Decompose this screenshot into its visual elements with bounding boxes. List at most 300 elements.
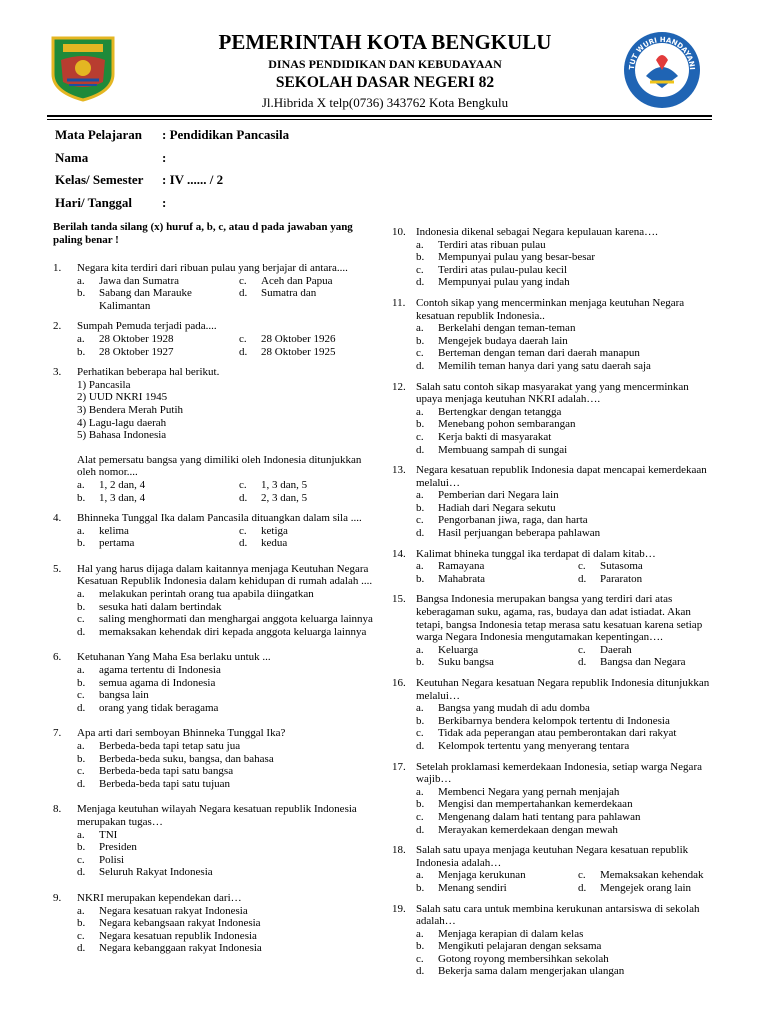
option-letter: a. bbox=[416, 702, 424, 715]
info-class bbox=[55, 172, 223, 188]
question-item bbox=[392, 226, 717, 289]
answer-option bbox=[416, 644, 578, 657]
question-item bbox=[392, 677, 717, 753]
option-text: Seluruh Rakyat Indonesia bbox=[99, 866, 213, 879]
answer-option bbox=[416, 444, 717, 457]
question-item bbox=[53, 563, 373, 639]
info-subject bbox=[55, 127, 289, 143]
question-number: 2. bbox=[53, 320, 62, 333]
option-letter: d. bbox=[416, 276, 425, 289]
answer-option bbox=[77, 753, 373, 766]
question-column-right bbox=[392, 226, 717, 986]
option-text: Suku bangsa bbox=[438, 656, 494, 669]
question-number: 19. bbox=[392, 902, 406, 915]
option-letter: d. bbox=[239, 287, 248, 300]
question-text: Salah satu upaya menjaga keutuhan Negara kesatuan republik Indonesia adalah… bbox=[416, 844, 689, 869]
answer-option bbox=[578, 644, 717, 657]
answer-options bbox=[416, 239, 717, 289]
option-text: Mengenang dalam hati tentang para pahlawan bbox=[438, 810, 641, 823]
question-item bbox=[53, 727, 373, 790]
question-item bbox=[392, 548, 717, 586]
option-text: Memilih teman hanya dari yang satu daerah saja bbox=[438, 359, 651, 372]
answer-option bbox=[77, 275, 239, 288]
question-column-left bbox=[53, 262, 373, 968]
info-name bbox=[55, 150, 166, 166]
option-letter: b. bbox=[416, 572, 425, 585]
option-text: Mengikuti pelajaran dengan seksama bbox=[438, 940, 602, 953]
answer-option bbox=[416, 656, 578, 669]
logo-motto-text: TUT WURI HANDAYANI bbox=[627, 35, 697, 71]
question-item bbox=[53, 262, 373, 312]
answer-options bbox=[416, 322, 717, 372]
answer-options bbox=[77, 664, 373, 714]
option-letter: b. bbox=[77, 345, 86, 358]
header-title: PEMERINTAH KOTA BENGKULU bbox=[218, 30, 552, 54]
answer-option bbox=[77, 626, 373, 639]
option-text: Mahabrata bbox=[438, 572, 486, 585]
question-item bbox=[53, 320, 373, 358]
option-letter: c. bbox=[416, 430, 424, 443]
option-text: Sumatra dan bbox=[261, 287, 317, 300]
answer-option bbox=[77, 664, 373, 677]
option-letter: c. bbox=[239, 332, 247, 345]
question-text: Menjaga keutuhan wilayah Negara kesatuan republik Indonesia merupakan tugas… bbox=[77, 803, 357, 828]
option-text: Jawa dan Sumatra bbox=[99, 274, 180, 287]
answer-options bbox=[77, 588, 373, 638]
subject-label: Mata Pelajaran bbox=[55, 127, 143, 142]
option-text: sesuka hati dalam bertindak bbox=[99, 600, 222, 613]
option-letter: d. bbox=[239, 491, 248, 504]
option-letter: d. bbox=[578, 881, 587, 894]
option-letter: d. bbox=[416, 739, 425, 752]
answer-option bbox=[416, 798, 717, 811]
answer-option bbox=[77, 346, 239, 359]
option-letter: d. bbox=[578, 656, 587, 669]
answer-options bbox=[416, 869, 717, 894]
answer-options bbox=[416, 560, 717, 585]
question-number: 15. bbox=[392, 593, 406, 606]
option-letter: b. bbox=[416, 798, 425, 811]
question-number: 16. bbox=[392, 677, 406, 689]
option-text: Memaksakan kehendak bbox=[600, 869, 704, 882]
question-number: 13. bbox=[392, 464, 406, 477]
answer-options bbox=[416, 702, 717, 752]
answer-option bbox=[77, 702, 373, 715]
option-letter: b. bbox=[416, 334, 425, 347]
answer-option bbox=[239, 287, 373, 312]
answer-option bbox=[416, 347, 717, 360]
date-value: : bbox=[162, 195, 167, 210]
answer-option bbox=[416, 573, 578, 586]
answer-option bbox=[416, 239, 717, 252]
option-text: agama tertentu di Indonesia bbox=[99, 664, 221, 677]
question-number: 14. bbox=[392, 547, 406, 560]
option-letter: a. bbox=[416, 927, 424, 940]
question-number: 18. bbox=[392, 844, 406, 857]
answer-option bbox=[416, 502, 717, 515]
option-text: Bangsa yang mudah di adu domba bbox=[438, 702, 590, 715]
option-letter: a. bbox=[416, 238, 424, 251]
question-spacer bbox=[77, 442, 373, 454]
answer-option bbox=[416, 360, 717, 373]
question-item bbox=[392, 381, 717, 457]
option-letter: c. bbox=[416, 514, 424, 527]
answer-option bbox=[77, 917, 373, 930]
option-letter: a. bbox=[77, 332, 85, 345]
option-text: Keluarga bbox=[438, 643, 479, 656]
option-letter: a. bbox=[416, 643, 424, 656]
option-letter: a. bbox=[416, 560, 424, 573]
question-item bbox=[53, 651, 373, 714]
answer-option bbox=[239, 333, 373, 346]
option-text: Menang sendiri bbox=[438, 881, 507, 894]
answer-option bbox=[416, 940, 717, 953]
answer-option bbox=[578, 882, 717, 895]
option-text: Berkibarnya bendera kelompok tertentu di Indonesia bbox=[438, 714, 670, 727]
question-text: Bangsa Indonesia merupakan bangsa yang terdiri dari atas keberagaman suku, agama, ras, budaya dan adat istiadat. Akan tetapi, bangsa Indonesia tetap merasa satu kesatuan karena setiap warga Negara Indonesia mengutamakan kepentingan…. bbox=[416, 593, 703, 644]
option-letter: c. bbox=[416, 952, 424, 965]
option-letter: c. bbox=[416, 810, 424, 823]
answer-option bbox=[77, 829, 373, 842]
answer-options bbox=[416, 489, 717, 539]
answer-option bbox=[77, 333, 239, 346]
question-item bbox=[53, 366, 373, 504]
option-text: saling menghormati dan menghargai anggota keluarga lainnya bbox=[99, 613, 373, 626]
header-school: SEKOLAH DASAR NEGERI 82 bbox=[275, 74, 495, 91]
answer-option bbox=[416, 276, 717, 289]
option-text: Gotong royong membersihkan sekolah bbox=[438, 952, 609, 965]
answer-option bbox=[578, 869, 717, 882]
answer-options bbox=[416, 644, 717, 669]
question-item bbox=[392, 464, 717, 540]
question-text: Salah satu cara untuk membina kerukunan antarsiswa di sekolah adalah… bbox=[416, 902, 700, 928]
option-text: Mempunyai pulau yang besar-besar bbox=[438, 251, 596, 264]
answer-option bbox=[416, 322, 717, 335]
option-text: Mengisi dan mempertahankan kemerdekaan bbox=[438, 798, 633, 811]
option-text: Pararaton bbox=[600, 572, 643, 585]
answer-option bbox=[239, 346, 373, 359]
answer-option bbox=[578, 560, 717, 573]
option-letter: a. bbox=[77, 740, 85, 752]
answer-option bbox=[77, 905, 373, 918]
answer-option bbox=[416, 811, 717, 824]
question-number: 10. bbox=[392, 226, 406, 238]
name-label: Nama bbox=[55, 150, 89, 165]
answer-option bbox=[416, 953, 717, 966]
option-text: Berbeda-beda suku, bangsa, dan bahasa bbox=[99, 752, 274, 765]
option-text: pertama bbox=[99, 537, 135, 550]
question-number: 11. bbox=[392, 296, 406, 309]
answer-options bbox=[77, 479, 373, 504]
question-text: Hal yang harus dijaga dalam kaitannya menjaga Keutuhan Negara Kesatuan Republik Indonesia dalam kehidupan di rumah adalah .... bbox=[77, 562, 373, 588]
option-letter: a. bbox=[416, 869, 424, 882]
class-value: : IV ...... / 2 bbox=[162, 172, 224, 187]
answer-option bbox=[416, 406, 717, 419]
option-letter: b. bbox=[77, 841, 86, 854]
question-number: 5. bbox=[53, 562, 62, 575]
option-letter: a. bbox=[77, 274, 85, 287]
option-letter: b. bbox=[77, 491, 86, 504]
question-text: Kalimat bhineka tunggal ika terdapat di dalam kitab… bbox=[416, 547, 656, 560]
question-text: Indonesia dikenal sebagai Negara kepulauan karena…. bbox=[416, 226, 658, 238]
answer-options bbox=[77, 525, 373, 550]
answer-option bbox=[416, 418, 717, 431]
answer-option bbox=[239, 525, 373, 538]
option-letter: b. bbox=[416, 656, 425, 669]
answer-option bbox=[77, 930, 373, 943]
answer-option bbox=[416, 786, 717, 799]
option-text: 1, 3 dan, 4 bbox=[99, 491, 146, 504]
option-text: 2, 3 dan, 5 bbox=[261, 491, 308, 504]
answer-option bbox=[77, 479, 239, 492]
option-letter: d. bbox=[239, 537, 248, 550]
question-text: NKRI merupakan kependekan dari… bbox=[77, 891, 242, 904]
question-number: 8. bbox=[53, 803, 62, 816]
option-letter: c. bbox=[77, 765, 85, 778]
question-number: 3. bbox=[53, 366, 62, 379]
option-letter: b. bbox=[77, 600, 86, 613]
question-text: Keutuhan Negara kesatuan Negara republik Indonesia ditunjukkan melalui… bbox=[416, 677, 710, 702]
option-text: Membuang sampah di sungai bbox=[438, 443, 568, 456]
option-text: Aceh dan Papua bbox=[261, 274, 333, 287]
option-letter: b. bbox=[77, 537, 86, 550]
option-letter: d. bbox=[578, 572, 587, 585]
question-text: Contoh sikap yang mencerminkan menjaga keutuhan Negara kesatuan republik Indonesia.. bbox=[416, 296, 685, 322]
question-text: Apa arti dari semboyan Bhinneka Tunggal Ika? bbox=[77, 727, 286, 740]
option-text: Tidak ada peperangan atau pemberontakan dari rakyat bbox=[438, 727, 677, 740]
option-text: Mengejek orang lain bbox=[600, 881, 692, 894]
question-text: Ketuhanan Yang Maha Esa berlaku untuk ... bbox=[77, 651, 271, 664]
option-letter: a. bbox=[416, 785, 424, 798]
option-text: Daerah bbox=[600, 643, 632, 656]
option-text: Negara kesatuan republik Indonesia bbox=[99, 929, 257, 942]
option-letter: c. bbox=[77, 929, 85, 942]
answer-option bbox=[77, 588, 373, 601]
option-text: Pengorbanan jiwa, raga, dan harta bbox=[438, 514, 588, 527]
option-letter: d. bbox=[416, 527, 425, 540]
option-letter: b. bbox=[416, 940, 425, 953]
option-letter: c. bbox=[578, 869, 586, 882]
option-text: Mengejek budaya daerah lain bbox=[438, 334, 568, 347]
option-letter: b. bbox=[77, 676, 86, 689]
option-letter: d. bbox=[77, 866, 86, 879]
answer-options bbox=[416, 928, 717, 978]
answer-option bbox=[77, 689, 373, 702]
option-letter: d. bbox=[239, 345, 248, 358]
answer-option bbox=[77, 841, 373, 854]
option-text: Menjaga kerukunan bbox=[438, 869, 526, 882]
answer-option bbox=[77, 287, 239, 312]
option-letter: b. bbox=[77, 752, 86, 765]
class-label: Kelas/ Semester bbox=[55, 172, 144, 187]
option-text: melakukan perintah orang tua apabila diingatkan bbox=[99, 588, 314, 601]
option-text: Bangsa dan Negara bbox=[600, 656, 686, 669]
question-number: 9. bbox=[53, 891, 62, 904]
header-rule-thick bbox=[47, 115, 712, 117]
answer-option bbox=[416, 514, 717, 527]
option-text: Terdiri atas ribuan pulau bbox=[438, 238, 546, 251]
answer-option bbox=[77, 525, 239, 538]
option-letter: b. bbox=[416, 881, 425, 894]
question-text: Bhinneka Tunggal Ika dalam Pancasila dituangkan dalam sila .... bbox=[77, 512, 362, 525]
question-text: Setelah proklamasi kemerdekaan Indonesia, setiap warga Negara wajib… bbox=[416, 760, 702, 786]
option-letter: a. bbox=[77, 828, 85, 841]
option-text: Merayakan kemerdekaan dengan mewah bbox=[438, 823, 618, 836]
option-letter: d. bbox=[77, 625, 86, 638]
answer-option bbox=[77, 778, 373, 791]
subject-value: : Pendidikan Pancasila bbox=[162, 127, 290, 142]
name-value: : bbox=[162, 150, 167, 165]
option-letter: c. bbox=[77, 613, 85, 626]
option-letter: d. bbox=[416, 823, 425, 836]
answer-option bbox=[239, 492, 373, 505]
option-letter: c. bbox=[239, 478, 247, 491]
answer-option bbox=[416, 527, 717, 540]
answer-option bbox=[239, 479, 373, 492]
option-text: Ramayana bbox=[438, 560, 485, 573]
option-letter: c. bbox=[416, 347, 424, 360]
question-item bbox=[53, 803, 373, 879]
option-text: Negara kesatuan rakyat Indonesia bbox=[99, 904, 248, 917]
question-number: 17. bbox=[392, 760, 406, 773]
answer-option bbox=[416, 264, 717, 277]
answer-option bbox=[77, 492, 239, 505]
answer-option bbox=[239, 537, 373, 550]
question-text: Negara kita terdiri dari ribuan pulau yang berjajar di antara.... bbox=[77, 262, 348, 274]
option-text: Menjaga kerapian di dalam kelas bbox=[438, 927, 584, 940]
instruction-text: Berilah tanda silang (x) huruf a, b, c, atau d pada jawaban yang paling benar ! bbox=[53, 221, 353, 246]
answer-option bbox=[77, 613, 373, 626]
option-text: Negara kebangsaan rakyat Indonesia bbox=[99, 917, 261, 930]
question-item bbox=[392, 903, 717, 979]
option-letter: b. bbox=[77, 917, 86, 930]
option-text: orang yang tidak beragama bbox=[99, 701, 219, 714]
header-rule-thin bbox=[47, 119, 712, 120]
option-letter: c. bbox=[416, 263, 424, 276]
option-letter: b. bbox=[416, 714, 425, 727]
option-letter: d. bbox=[416, 359, 425, 372]
option-letter: d. bbox=[77, 777, 86, 790]
option-text: Sabang dan Marauke Kalimantan bbox=[99, 287, 192, 312]
option-letter: d. bbox=[77, 942, 86, 955]
option-letter: b. bbox=[416, 251, 425, 264]
option-text: bangsa lain bbox=[99, 689, 149, 702]
question-number: 4. bbox=[53, 512, 62, 525]
answer-option bbox=[416, 251, 717, 264]
option-text: Polisi bbox=[99, 853, 125, 866]
question-item bbox=[392, 761, 717, 837]
question-text: Sumpah Pemuda terjadi pada.... bbox=[77, 320, 217, 333]
question-item bbox=[392, 297, 717, 373]
option-text: Pemberian dari Negara lain bbox=[438, 489, 559, 502]
answer-option bbox=[416, 965, 717, 978]
option-letter: c. bbox=[77, 689, 85, 702]
option-text: Bertengkar dengan tetangga bbox=[438, 405, 562, 418]
option-letter: c. bbox=[239, 524, 247, 537]
option-letter: a. bbox=[77, 904, 85, 917]
question-item bbox=[392, 593, 717, 669]
header-department: DINAS PENDIDIKAN DAN KEBUDAYAAN bbox=[268, 57, 502, 71]
question-text: Perhatikan beberapa hal berikut. 1) Pancasila 2) UUD NKRI 1945 3) Bendera Merah Putih 4) Lagu-lagu daerah 5) Bahasa Indonesia bbox=[77, 366, 220, 442]
answer-option bbox=[578, 573, 717, 586]
option-text: Hadiah dari Negara sekutu bbox=[438, 501, 556, 514]
option-text: Menebang pohon sembarangan bbox=[438, 418, 576, 431]
option-letter: c. bbox=[578, 643, 586, 656]
answer-options bbox=[77, 829, 373, 879]
answer-option bbox=[578, 656, 717, 669]
option-letter: c. bbox=[578, 560, 586, 573]
answer-option bbox=[416, 824, 717, 837]
answer-option bbox=[77, 866, 373, 879]
answer-option bbox=[77, 537, 239, 550]
option-letter: a. bbox=[77, 664, 85, 677]
question-text-continued: Alat pemersatu bangsa yang dimiliki oleh Indonesia ditunjukkan oleh nomor.... bbox=[77, 453, 362, 479]
option-text: 28 Oktober 1926 bbox=[261, 332, 336, 345]
answer-option bbox=[416, 869, 578, 882]
answer-option bbox=[77, 677, 373, 690]
option-letter: a. bbox=[416, 405, 424, 418]
question-item bbox=[53, 892, 373, 955]
city-emblem-logo bbox=[47, 30, 119, 102]
answer-option bbox=[416, 560, 578, 573]
question-item bbox=[53, 512, 373, 550]
option-letter: a. bbox=[416, 322, 424, 335]
option-letter: a. bbox=[77, 588, 85, 601]
answer-options bbox=[416, 786, 717, 836]
answer-option bbox=[416, 727, 717, 740]
answer-option bbox=[416, 715, 717, 728]
option-text: Presiden bbox=[99, 841, 137, 854]
question-text: Salah satu contoh sikap masyarakat yang yang mencerminkan upaya menjaga keutuhan NKRI adalah…. bbox=[416, 380, 689, 406]
option-text: Berbeda-beda tapi tetap satu jua bbox=[99, 740, 241, 752]
answer-options bbox=[77, 740, 373, 790]
option-text: ketiga bbox=[261, 524, 288, 537]
option-text: 28 Oktober 1927 bbox=[99, 345, 174, 358]
option-letter: c. bbox=[239, 274, 247, 287]
option-text: kedua bbox=[261, 537, 288, 550]
answer-option bbox=[416, 740, 717, 753]
option-letter: b. bbox=[77, 287, 86, 300]
answer-option bbox=[416, 928, 717, 941]
option-letter: b. bbox=[416, 501, 425, 514]
option-text: Berbeda-beda tapi satu tujuan bbox=[99, 777, 231, 790]
option-text: Terdiri atas pulau-pulau kecil bbox=[438, 263, 568, 276]
answer-options bbox=[77, 333, 373, 358]
answer-option bbox=[416, 489, 717, 502]
question-item bbox=[392, 844, 717, 894]
answer-option bbox=[416, 335, 717, 348]
option-text: Berbeda-beda tapi satu bangsa bbox=[99, 765, 234, 778]
option-letter: d. bbox=[416, 965, 425, 978]
answer-option bbox=[416, 431, 717, 444]
answer-options bbox=[77, 905, 373, 955]
option-text: Hasil perjuangan beberapa pahlawan bbox=[438, 527, 601, 540]
option-letter: a. bbox=[77, 478, 85, 491]
question-text: Negara kesatuan republik Indonesia dapat mencapai kemerdekaan melalui… bbox=[416, 464, 707, 489]
question-number: 1. bbox=[53, 262, 62, 274]
question-number: 7. bbox=[53, 727, 62, 740]
option-letter: c. bbox=[77, 853, 85, 866]
option-letter: a. bbox=[416, 489, 424, 502]
answer-option bbox=[239, 275, 373, 288]
option-letter: c. bbox=[416, 727, 424, 740]
option-text: 1, 3 dan, 5 bbox=[261, 478, 308, 491]
option-text: memaksakan kehendak diri kepada anggota keluarga lainnya bbox=[99, 625, 367, 638]
date-label: Hari/ Tanggal bbox=[55, 195, 132, 210]
tut-wuri-handayani-logo bbox=[622, 30, 702, 110]
answer-option bbox=[77, 765, 373, 778]
option-letter: b. bbox=[416, 418, 425, 431]
